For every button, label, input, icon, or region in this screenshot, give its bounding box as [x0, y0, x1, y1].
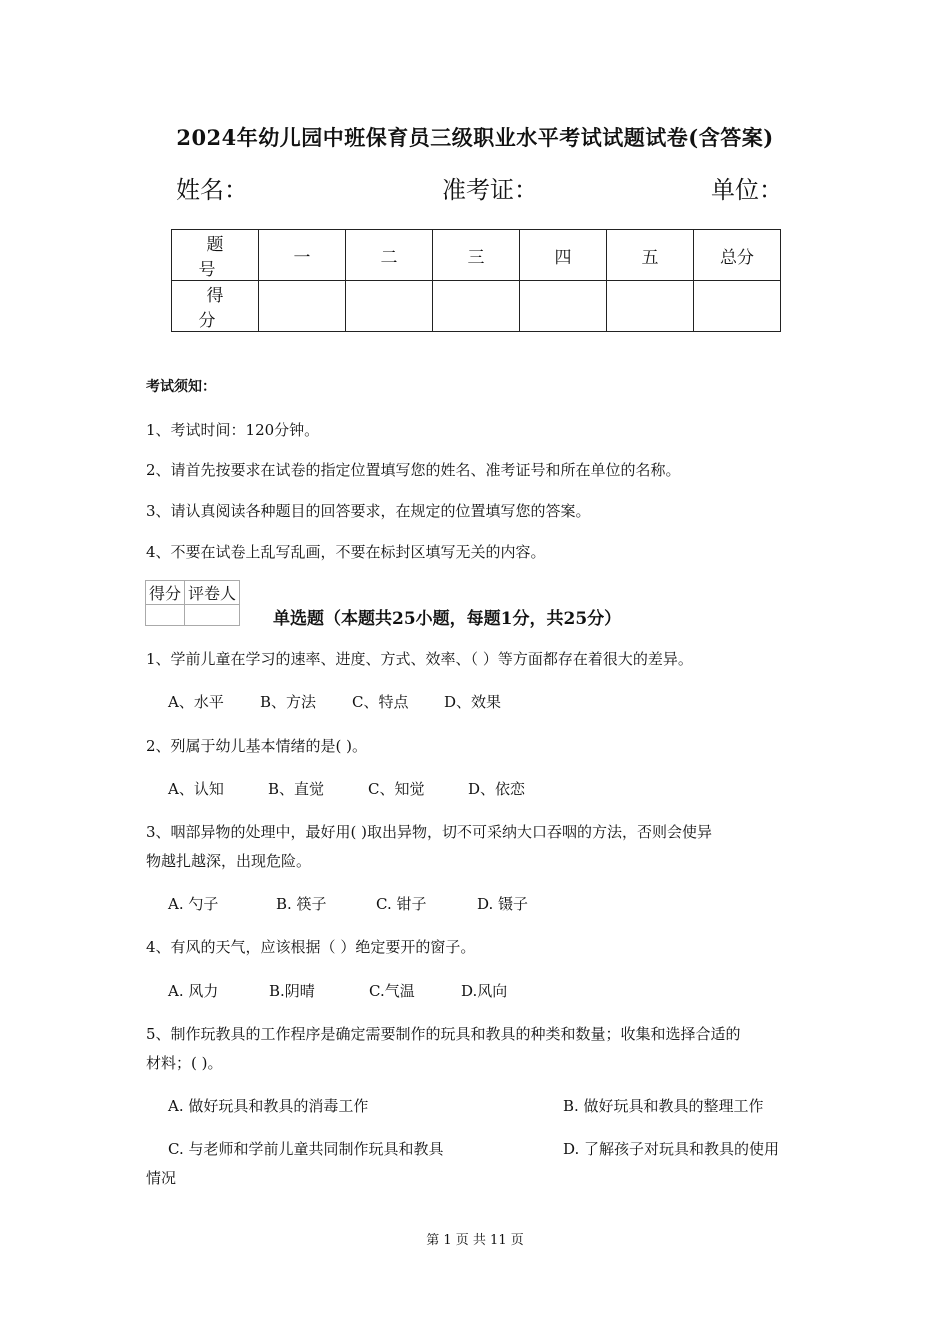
name-field-label: 姓名： [176, 176, 248, 204]
score-cell [433, 281, 520, 332]
score-cell [346, 281, 433, 332]
score-cell [694, 281, 781, 332]
score-table-score-label: 得 分 [172, 281, 259, 332]
question-5-line-2: 材料；( )。 [146, 1054, 223, 1072]
option: B. 做好玩具和教具的整理工作 [563, 1097, 764, 1115]
option: B. 筷子 [276, 895, 327, 913]
score-table-header-label: 题 号 [172, 230, 259, 281]
score-cell [259, 281, 346, 332]
notes-title: 考试须知： [146, 379, 216, 395]
option: A. 做好玩具和教具的消毒工作 [168, 1097, 369, 1115]
note-item: 2、请首先按要求在试卷的指定位置填写您的姓名、准考证号和所在单位的名称。 [146, 461, 681, 479]
question-5-line-1: 5、制作玩教具的工作程序是确定需要制作的玩具和教具的种类和数量；收集和选择合适的 [146, 1025, 741, 1043]
score-table [171, 229, 781, 332]
grader-box-cell [146, 605, 185, 626]
unit-field-label: 单位： [711, 176, 783, 204]
option: B.阴晴 [269, 982, 315, 1000]
score-cell [607, 281, 694, 332]
grader-box-score-label: 得分 [146, 581, 185, 605]
option: D. 镊子 [477, 895, 529, 913]
option-continuation: 情况 [146, 1169, 177, 1187]
score-table-col-3: 三 [433, 230, 520, 281]
option: D、效果 [444, 693, 502, 711]
page-title: 2024年幼儿园中班保育员三级职业水平考试试题试卷(含答案) [176, 125, 774, 150]
page-footer: 第 1 页 共 11 页 [426, 1233, 524, 1248]
question-1-options [168, 691, 501, 712]
score-cell [520, 281, 607, 332]
note-item: 1、考试时间：120分钟。 [146, 421, 320, 439]
option: C. 钳子 [376, 895, 427, 913]
option: B、直觉 [268, 780, 325, 798]
score-table-col-2: 二 [346, 230, 433, 281]
question-3-line-1: 3、咽部异物的处理中，最好用( )取出异物，切不可采纳大口吞咽的方法，否则会使异 [146, 823, 713, 841]
option: C、知觉 [368, 780, 425, 798]
score-table-col-5: 五 [607, 230, 694, 281]
score-table-col-4: 四 [520, 230, 607, 281]
note-item: 4、不要在试卷上乱写乱画，不要在标封区填写无关的内容。 [146, 543, 546, 561]
score-table-col-1: 一 [259, 230, 346, 281]
question-2-options [168, 778, 525, 799]
grader-box-cell [185, 605, 240, 626]
option: B、方法 [260, 693, 317, 711]
option: D、依恋 [468, 780, 526, 798]
grader-box [145, 580, 240, 626]
option: C.气温 [369, 982, 415, 1000]
note-item: 3、请认真阅读各种题目的回答要求，在规定的位置填写您的答案。 [146, 502, 591, 520]
option: D.风向 [461, 982, 508, 1000]
question-1: 1、学前儿童在学习的速率、进度、方式、效率、（ ）等方面都存在着很大的差异。 [146, 650, 693, 668]
question-3-line-2: 物越扎越深，出现危险。 [146, 852, 312, 870]
option: A、认知 [168, 780, 224, 798]
grader-box-grader-label: 评卷人 [185, 581, 240, 605]
option: A. 风力 [168, 982, 219, 1000]
option: D. 了解孩子对玩具和教具的使用 [563, 1140, 780, 1158]
option: C、特点 [352, 693, 409, 711]
section-title: 单选题（本题共25小题，每题1分，共25分） [273, 609, 622, 629]
option: A. 勺子 [168, 895, 219, 913]
question-2: 2、列属于幼儿基本情绪的是( )。 [146, 737, 368, 755]
option: C. 与老师和学前儿童共同制作玩具和教具 [168, 1140, 444, 1158]
exam-number-field-label: 准考证： [442, 176, 538, 204]
option: A、水平 [168, 693, 224, 711]
question-3-options [168, 893, 528, 914]
question-4-options [168, 980, 507, 1001]
question-4: 4、有风的天气，应该根据（ ）绝定要开的窗子。 [146, 938, 476, 956]
score-table-col-total: 总分 [694, 230, 781, 281]
